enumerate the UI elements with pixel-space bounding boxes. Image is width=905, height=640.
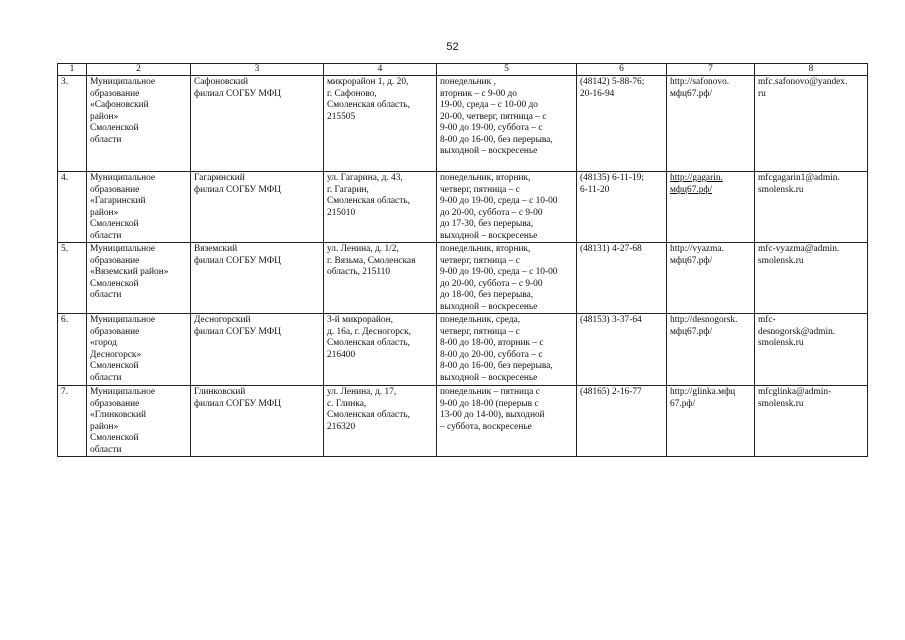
table-row <box>58 243 868 314</box>
phone-cell: (48165) 2-16-77 <box>577 386 667 457</box>
website-link[interactable]: http://glinka.мфц 67.рф/ <box>670 387 736 409</box>
website-cell <box>667 172 755 243</box>
address-cell: ул. Гагарина, д. 43, г. Гагарин, Смоленская область, 215010 <box>324 172 437 243</box>
column-header: 8 <box>755 64 868 76</box>
email-link[interactable]: mfc.safonovo@yandex. ru <box>758 77 848 99</box>
email-link[interactable]: mfcgagarin1@admin. smolensk.ru <box>758 173 840 195</box>
email-link[interactable]: mfc-vyazma@admin. smolensk.ru <box>758 244 840 266</box>
phone-cell: (48135) 6-11-19; 6-11-20 <box>577 172 667 243</box>
email-cell <box>755 172 868 243</box>
column-header: 5 <box>437 64 577 76</box>
table-header-row <box>58 64 868 76</box>
table-row <box>58 76 868 172</box>
phone-cell: (48153) 3-37-64 <box>577 314 667 386</box>
email-link[interactable]: mfcglinka@admin- smolensk.ru <box>758 387 832 409</box>
hours-cell: понедельник , вторник – с 9-00 до 19-00, среда – с 10-00 до 20-00, четверг, пятница – с 9-00 до 19-00, суббота – с 8-00 до 16-00, без перерыва, выходной – воскресенье <box>437 76 577 172</box>
column-header: 1 <box>58 64 87 76</box>
hours-cell: понедельник, среда, четверг, пятница – с 8-00 до 18-00, вторник – с 8-00 до 20-00, суббота – с 8-00 до 16-00, без перерыва, выходной – воскресенье <box>437 314 577 386</box>
table-row <box>58 314 868 386</box>
email-link[interactable]: mfc- desnogorsk@admin. smolensk.ru <box>758 315 836 348</box>
row-number: 6. <box>58 314 87 386</box>
email-cell <box>755 314 868 386</box>
website-cell <box>667 76 755 172</box>
branch-cell: Гагаринский филиал СОГБУ МФЦ <box>191 172 324 243</box>
phone-cell: (48142) 5-88-76; 20-16-94 <box>577 76 667 172</box>
website-link[interactable]: http://vyazma. мфц67.рф/ <box>670 244 724 266</box>
website-cell <box>667 314 755 386</box>
page-number: 52 <box>446 41 459 53</box>
hours-cell: понедельник – пятница с 9-00 до 18-00 (перерыв с 13-00 до 14-00), выходной – суббота, воскресенье <box>437 386 577 457</box>
website-cell <box>667 243 755 314</box>
municipality-cell: Муниципальное образование «город Десногорск» Смоленской области <box>87 314 191 386</box>
column-header: 7 <box>667 64 755 76</box>
hours-cell: понедельник, вторник, четверг, пятница – с 9-00 до 19-00, среда – с 10-00 до 20-00, суббота – с 9-00 до 18-00, без перерыва, выходной – воскресенье <box>437 243 577 314</box>
website-link[interactable]: http://safonovo. мфц67.рф/ <box>670 77 730 99</box>
address-cell: микрорайон 1, д. 20, г. Сафоново, Смоленская область, 215505 <box>324 76 437 172</box>
column-header: 2 <box>87 64 191 76</box>
email-cell <box>755 243 868 314</box>
municipality-cell: Муниципальное образование «Гагаринский район» Смоленской области <box>87 172 191 243</box>
email-cell <box>755 386 868 457</box>
address-cell: ул. Ленина, д. 17, с. Глинка, Смоленская область, 216320 <box>324 386 437 457</box>
branch-cell: Десногорский филиал СОГБУ МФЦ <box>191 314 324 386</box>
branch-cell: Глинковский филиал СОГБУ МФЦ <box>191 386 324 457</box>
column-header: 4 <box>324 64 437 76</box>
branch-cell: Сафоновский филиал СОГБУ МФЦ <box>191 76 324 172</box>
municipality-cell: Муниципальное образование «Глинковский район» Смоленской области <box>87 386 191 457</box>
website-cell <box>667 386 755 457</box>
branch-cell: Вяземский филиал СОГБУ МФЦ <box>191 243 324 314</box>
table-row <box>58 386 868 457</box>
website-link[interactable]: http://gagarin. мфц67.рф/ <box>670 173 723 195</box>
column-header: 3 <box>191 64 324 76</box>
website-link[interactable]: http://desnogorsk. мфц67.рф/ <box>670 315 738 337</box>
address-cell: ул. Ленина, д. 1/2, г. Вязьма, Смоленская область, 215110 <box>324 243 437 314</box>
row-number: 4. <box>58 172 87 243</box>
municipality-cell: Муниципальное образование «Сафоновский район» Смоленской области <box>87 76 191 172</box>
address-cell: 3-й микрорайон, д. 16а, г. Десногорск, Смоленская область, 216400 <box>324 314 437 386</box>
hours-cell: понедельник, вторник, четверг, пятница – с 9-00 до 19-00, среда – с 10-00 до 20-00, суббота – с 9-00 до 17-30, без перерыва, выходной – воскресенье <box>437 172 577 243</box>
row-number: 7. <box>58 386 87 457</box>
table-row <box>58 172 868 243</box>
email-cell <box>755 76 868 172</box>
phone-cell: (48131) 4-27-68 <box>577 243 667 314</box>
mfc-branches-table <box>57 63 868 457</box>
municipality-cell: Муниципальное образование «Вяземский район» Смоленской области <box>87 243 191 314</box>
row-number: 5. <box>58 243 87 314</box>
column-header: 6 <box>577 64 667 76</box>
row-number: 3. <box>58 76 87 172</box>
